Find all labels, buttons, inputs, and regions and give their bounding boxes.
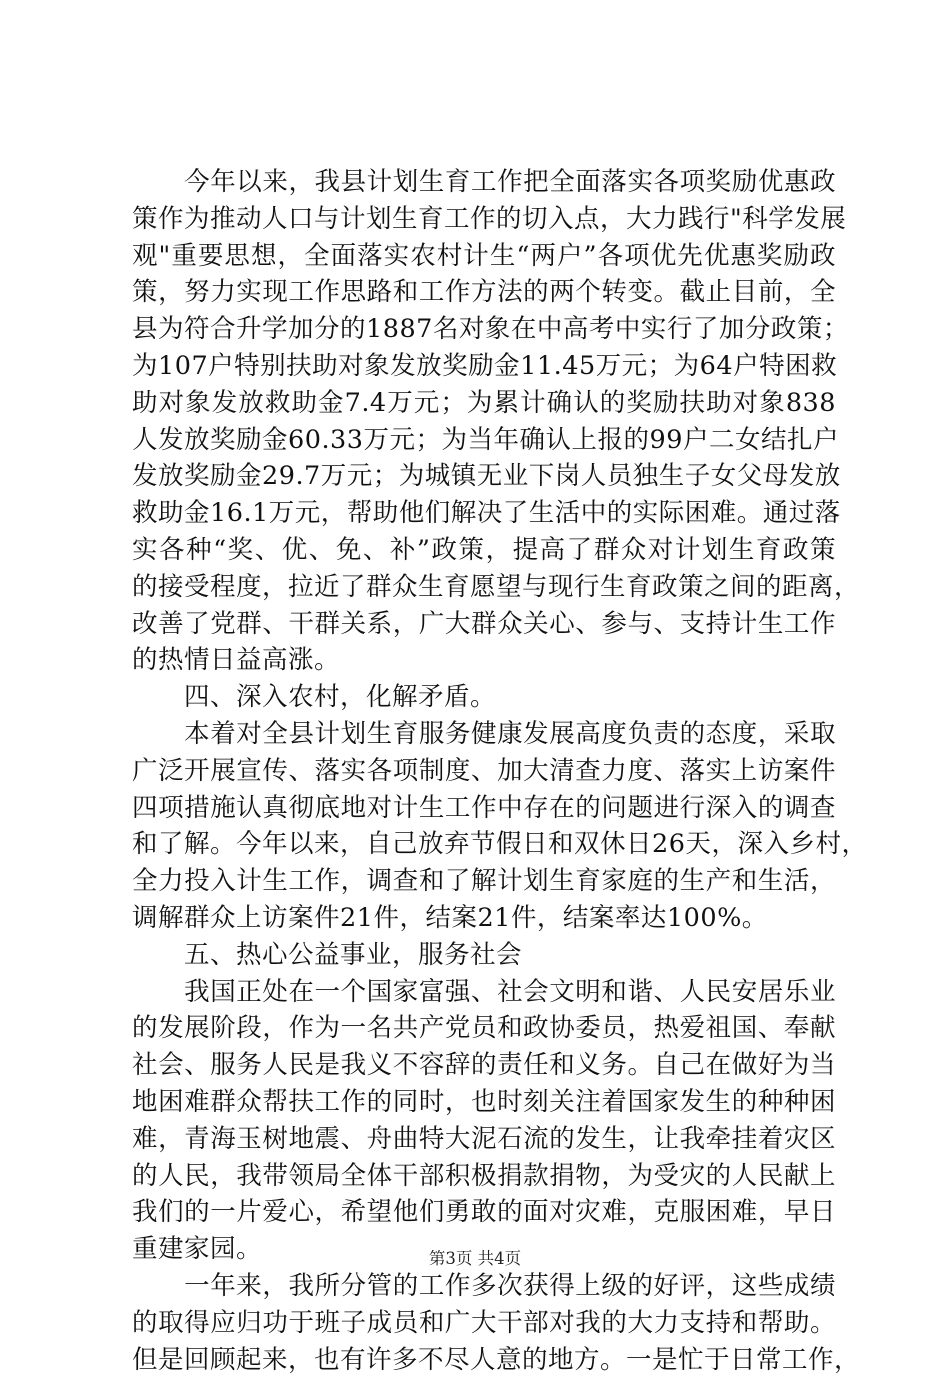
text-line: 难，青海玉树地震、舟曲特大泥石流的发生，让我牵挂着灾区 bbox=[132, 1121, 836, 1158]
text-line: 一年来，我所分管的工作多次获得上级的好评，这些成绩 bbox=[132, 1268, 836, 1305]
text-line: 今年以来，我县计划生育工作把全面落实各项奖励优惠政 bbox=[132, 164, 836, 201]
text-line: 和了解。今年以来，自己放弃节假日和双休日26天，深入乡村， bbox=[132, 826, 836, 863]
text-line: 但是回顾起来，也有许多不尽人意的地方。一是忙于日常工作， bbox=[132, 1342, 836, 1378]
text-line: 助对象发放救助金7.4万元；为累计确认的奖励扶助对象838 bbox=[132, 385, 836, 422]
text-line: 的人民，我带领局全体干部积极捐款捐物，为受灾的人民献上 bbox=[132, 1158, 836, 1195]
text-line: 的取得应归功于班子成员和广大干部对我的大力支持和帮助。 bbox=[132, 1305, 836, 1342]
text-line: 的发展阶段，作为一名共产党员和政协委员，热爱祖国、奉献 bbox=[132, 1010, 836, 1047]
text-line: 我们的一片爱心，希望他们勇敢的面对灾难，克服困难，早日 bbox=[132, 1194, 836, 1231]
text-line: 五、热心公益事业，服务社会 bbox=[132, 937, 836, 974]
text-line: 发放奖励金29.7万元；为城镇无业下岗人员独生子女父母发放 bbox=[132, 458, 836, 495]
text-line: 观"重要思想，全面落实农村计生“两户”各项优先优惠奖励政 bbox=[132, 238, 836, 275]
text-line: 我国正处在一个国家富强、社会文明和谐、人民安居乐业 bbox=[132, 974, 836, 1011]
text-line: 四、深入农村，化解矛盾。 bbox=[132, 679, 836, 716]
text-line: 全力投入计生工作，调查和了解计划生育家庭的生产和生活， bbox=[132, 863, 836, 900]
text-line: 策，努力实现工作思路和工作方法的两个转变。截止目前，全 bbox=[132, 274, 836, 311]
text-line: 救助金16.1万元，帮助他们解决了生活中的实际困难。通过落 bbox=[132, 495, 836, 532]
text-line: 人发放奖励金60.33万元；为当年确认上报的99户二女结扎户 bbox=[132, 422, 836, 459]
text-line: 县为符合升学加分的1887名对象在中高考中实行了加分政策； bbox=[132, 311, 836, 348]
text-line: 调解群众上访案件21件，结案21件，结案率达100%。 bbox=[132, 900, 836, 937]
text-line: 为107户特别扶助对象发放奖励金11.45万元；为64户特困救 bbox=[132, 348, 836, 385]
text-line: 的接受程度，拉近了群众生育愿望与现行生育政策之间的距离， bbox=[132, 569, 836, 606]
text-line: 策作为推动人口与计划生育工作的切入点，大力践行"科学发展 bbox=[132, 201, 836, 238]
page-number-footer: 第3页 共4页 bbox=[0, 1245, 950, 1269]
text-line: 广泛开展宣传、落实各项制度、加大清查力度、落实上访案件 bbox=[132, 753, 836, 790]
text-line: 改善了党群、干群关系，广大群众关心、参与、支持计生工作 bbox=[132, 606, 836, 643]
text-line: 四项措施认真彻底地对计生工作中存在的问题进行深入的调查 bbox=[132, 790, 836, 827]
text-line: 社会、服务人民是我义不容辞的责任和义务。自己在做好为当 bbox=[132, 1047, 836, 1084]
text-line: 本着对全县计划生育服务健康发展高度负责的态度，采取 bbox=[132, 716, 836, 753]
text-line: 重建家园。 bbox=[132, 1231, 836, 1268]
text-line: 地困难群众帮扶工作的同时，也时刻关注着国家发生的种种困 bbox=[132, 1084, 836, 1121]
document-body bbox=[132, 164, 836, 1378]
text-line: 实各种“奖、优、免、补”政策，提高了群众对计划生育政策 bbox=[132, 532, 836, 569]
text-line: 的热情日益高涨。 bbox=[132, 642, 836, 679]
